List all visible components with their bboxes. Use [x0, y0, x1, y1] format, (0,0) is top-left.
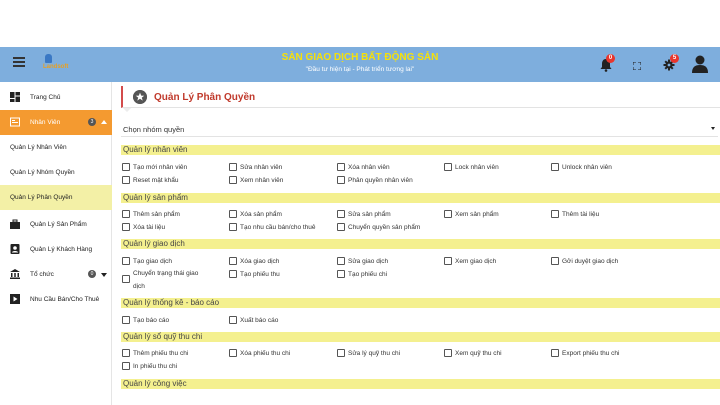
star-badge-icon: [133, 90, 147, 104]
sidebar-item-manage-groups[interactable]: [0, 160, 112, 185]
sidebar-item-products[interactable]: [0, 212, 112, 237]
section-title: Quản lý giao dịch: [123, 239, 185, 248]
sidebar-item-label: Quản Lý Nhân Viên: [10, 144, 67, 151]
sidebar-item-label: Nhu Cầu Bán/Cho Thuê: [30, 296, 100, 303]
sidebar-item-manage-staff[interactable]: [0, 135, 112, 160]
header-pointer: [123, 108, 131, 112]
section-title: Quản lý sản phẩm: [123, 193, 188, 202]
settings-gear-icon[interactable]: [663, 54, 679, 74]
sidebar-item-organization[interactable]: [0, 262, 112, 287]
top-header: [0, 47, 720, 82]
user-avatar-icon[interactable]: [692, 54, 708, 74]
user-card-icon: [10, 244, 20, 254]
sidebar-item-manage-permissions[interactable]: [0, 185, 112, 210]
section-cashbook-header: [121, 332, 720, 342]
dropdown-arrow-icon: [711, 127, 715, 130]
section-title: Quản lý công việc: [123, 379, 187, 388]
sidebar-item-customers[interactable]: [0, 237, 112, 262]
sidebar-item-label: Quản Lý Khách Hàng: [30, 246, 93, 253]
sidebar-item-sell-rent-needs[interactable]: [0, 287, 112, 312]
header-subtitle: "Đầu tư hiện tại - Phát triển tương lai": [305, 66, 415, 73]
fullscreen-icon[interactable]: [632, 54, 644, 74]
organization-count-badge: 0: [88, 270, 96, 278]
chevron-up-icon: [101, 120, 107, 124]
section-tasks-header: [121, 379, 720, 389]
permission-group-select[interactable]: [121, 121, 718, 137]
section-staff-header: [121, 145, 720, 155]
sidebar-item-staff[interactable]: [0, 110, 112, 135]
briefcase-icon: [10, 219, 20, 229]
section-transactions-header: [121, 239, 720, 249]
sidebar-item-label: Trang Chủ: [30, 94, 61, 101]
section-title: Quản lý sổ quỹ thu chi: [123, 332, 203, 341]
id-card-icon: [10, 117, 20, 127]
dashboard-icon: [10, 92, 20, 102]
sidebar: [0, 82, 112, 405]
section-title: Quản lý thống kê - báo cáo: [123, 298, 220, 307]
header-title: SÀN GIAO DỊCH BẤT ĐỘNG SẢN: [281, 52, 439, 63]
page-header: [121, 86, 720, 108]
section-products-header: [121, 193, 720, 203]
sidebar-item-home[interactable]: [0, 85, 112, 110]
page-title: Quản Lý Phân Quyền: [154, 92, 256, 103]
sidebar-item-label: Quản Lý Nhóm Quyền: [10, 169, 75, 176]
logo-text: Landsoft: [43, 64, 69, 70]
staff-count-badge: 3: [88, 118, 96, 126]
main-content: Quản Lý Phân Quyền Chọn nhóm quyền Quản lý nhân viên Tạo mới nhân viên Sửa nhân viên Xóa nhân viên Lock nhân viên Unlock nhân viên Reset mật khẩu Xem nhân viên Phân quyền nhân viên Quản lý sản phẩm Thêm sản phẩm Xóa sản phẩm Sửa sản phẩm Xem sản phẩm Thêm tài liệu Xóa tài liệu Tạo nhu cầu bán/cho thuê Chuyển quyền sản phẩm Quản lý giao dịch Tạo giao dịch Xóa giao dịch Sửa giao dịch Xem giao dịch Gởi duyệt giao dịch Chuyển trạng thái giao dịch Tạo phiếu thu Tạo phiếu chi Quản lý thống kê - báo cáo Tạo báo cáo Xuất báo cáo Quản lý sổ quỹ thu chi Thêm phiếu thu chi Xóa phiếu thu chi Sửa lý quỹ thu chi Xem quỹ thu chi Export phiếu thu chi In phiếu thu chi Quản lý công việc: [113, 82, 720, 405]
sidebar-item-label: Tổ chức: [30, 271, 54, 278]
section-reports-header: [121, 298, 720, 308]
sidebar-item-label: Quản Lý Sản Phẩm: [30, 221, 87, 228]
select-value: Chọn nhóm quyền: [123, 125, 185, 134]
sidebar-item-label: Nhân Viên: [30, 119, 61, 126]
bank-icon: [10, 269, 20, 279]
section-title: Quản lý nhân viên: [123, 145, 188, 154]
top-blank-area: [0, 0, 720, 47]
notification-bell-icon[interactable]: [600, 54, 614, 74]
chevron-down-icon: [101, 273, 107, 277]
play-icon: [10, 294, 20, 304]
settings-badge: 5: [670, 54, 679, 63]
notification-badge: 0: [606, 54, 615, 63]
sidebar-item-label: Quản Lý Phân Quyền: [10, 194, 73, 201]
